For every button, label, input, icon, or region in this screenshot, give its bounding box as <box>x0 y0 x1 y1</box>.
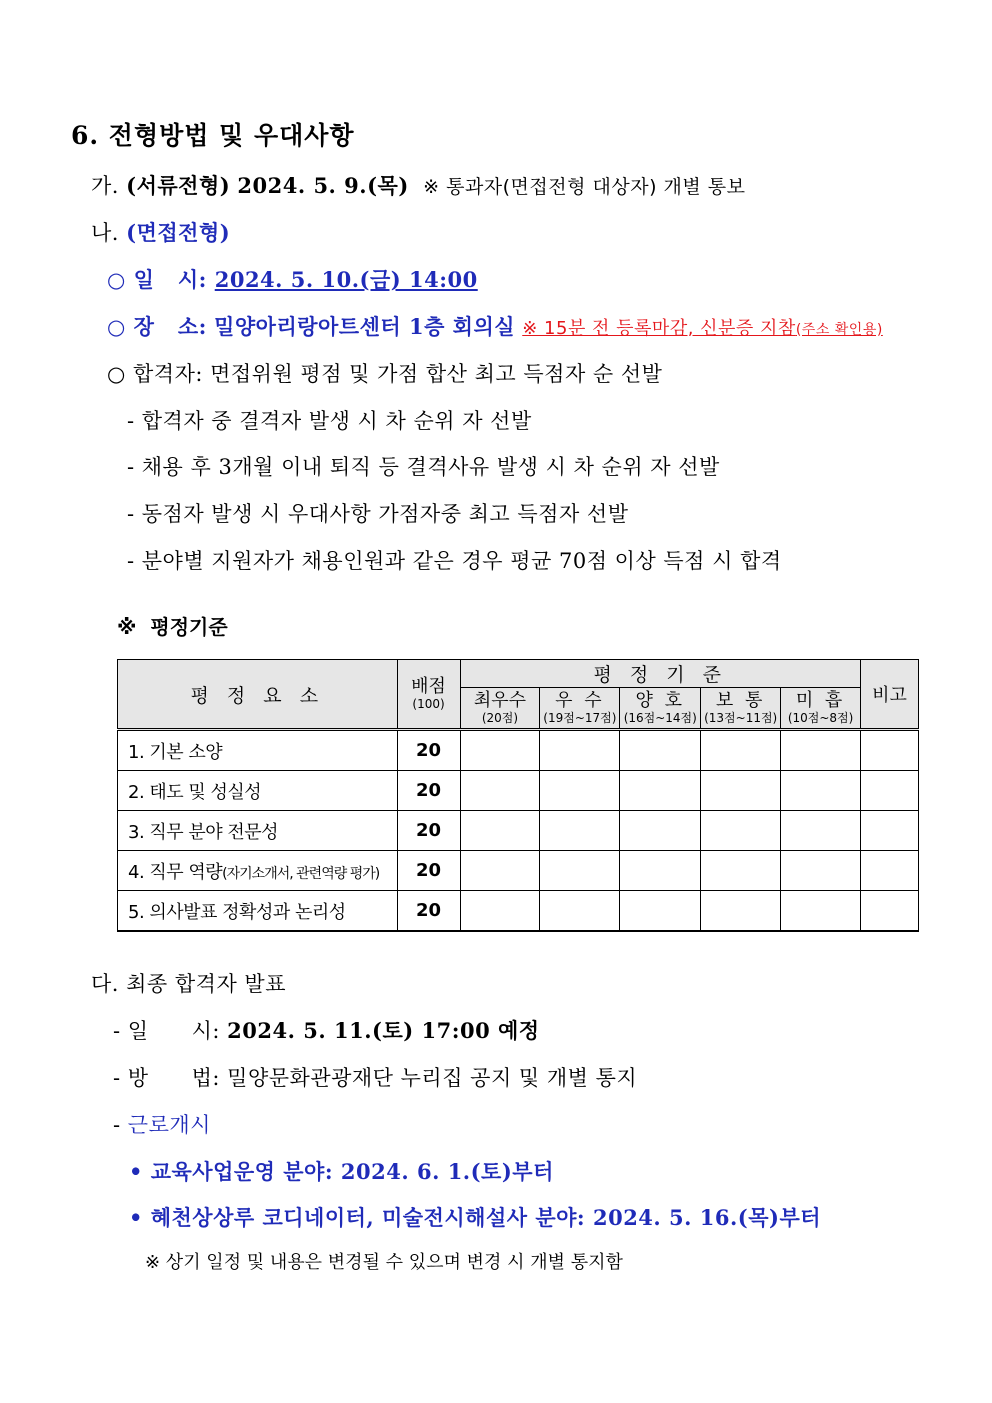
da-footnote: ※ 상기 일정 및 내용은 변경될 수 있으며 변경 시 개별 통지함 <box>145 1252 623 1273</box>
da-work-item-1: • 교육사업운영 분야: 2024. 6. 1.(토)부터 <box>129 1159 554 1184</box>
level-name: 미 흡 <box>795 690 846 711</box>
row-cell <box>781 730 861 771</box>
section-title: 6. 전형방법 및 우대사항 <box>71 121 355 150</box>
row-cell <box>460 891 540 932</box>
level-name: 최우수 <box>473 690 527 711</box>
na-place-label: ○ 장 소: <box>107 314 207 339</box>
row-cell <box>540 891 620 932</box>
da-work-item-2: • 혜천상상루 코디네이터, 미술전시해설사 분야: 2024. 5. 16.(목)부터 <box>129 1205 822 1230</box>
row-cell <box>620 811 701 851</box>
row-cell <box>620 891 701 932</box>
header-item: 평 정 요 소 <box>118 660 398 730</box>
na-date-line <box>107 264 478 294</box>
da-date-label: - 일 시: <box>113 1019 220 1043</box>
row-score: 20 <box>397 811 460 851</box>
header-level-5 <box>781 688 861 730</box>
header-level-1 <box>460 688 540 730</box>
na-place-note-main: ※ 15분 전 등록마감, 신분증 지참 <box>522 318 796 339</box>
da-method-value: 밀양문화관광재단 누리집 공지 및 개별 통지 <box>227 1066 638 1090</box>
table-row <box>118 730 919 771</box>
level-name: 양 호 <box>635 690 686 711</box>
criteria-table <box>117 659 919 932</box>
row-item-text: 3. 직무 분야 전문성 <box>128 821 279 843</box>
row-item <box>118 851 398 891</box>
row-remark <box>861 811 919 851</box>
row-cell <box>460 851 540 891</box>
level-name: 우 수 <box>555 690 605 711</box>
row-cell <box>701 730 781 771</box>
row-item <box>118 730 398 771</box>
na-date-value: 2024. 5. 10.(금) 14:00 <box>214 267 478 292</box>
row-item <box>118 891 398 932</box>
da-title: 다. 최종 합격자 발표 <box>91 972 286 996</box>
row-cell <box>701 811 781 851</box>
level-range: (20점) <box>481 711 519 725</box>
ga-line <box>91 170 746 200</box>
row-cell <box>701 771 781 811</box>
header-level-3 <box>620 688 701 730</box>
row-score: 20 <box>397 771 460 811</box>
level-range: (13점~11점) <box>704 711 778 725</box>
row-cell <box>540 771 620 811</box>
row-remark <box>861 891 919 932</box>
row-cell <box>781 771 861 811</box>
table-row <box>118 891 919 932</box>
na-line <box>91 217 230 247</box>
row-cell <box>701 891 781 932</box>
row-remark <box>861 730 919 771</box>
header-level-4 <box>701 688 781 730</box>
row-cell <box>540 811 620 851</box>
ga-date: 2024. 5. 9.(목) <box>237 173 409 198</box>
row-score: 20 <box>397 891 460 932</box>
row-remark <box>861 851 919 891</box>
table-row <box>118 851 919 891</box>
row-item-text: 2. 태도 및 성실성 <box>128 781 262 803</box>
da-method-line <box>113 1062 637 1092</box>
row-item-text: 1. 기본 소양 <box>128 741 223 763</box>
row-cell <box>460 771 540 811</box>
row-cell <box>460 811 540 851</box>
na-date-label: ○ 일 시: <box>107 267 207 292</box>
row-cell <box>620 771 701 811</box>
level-range: (16점~14점) <box>623 711 697 725</box>
row-cell <box>620 730 701 771</box>
na-bullet-4: - 분야별 지원자가 채용인원과 같은 경우 평균 70점 이상 득점 시 합격 <box>127 549 782 573</box>
ga-label: (서류전형) <box>126 173 231 198</box>
na-bullet-1: - 합격자 중 결격자 발생 시 차 순위 자 선발 <box>127 409 532 433</box>
table-row <box>118 771 919 811</box>
row-cell <box>781 811 861 851</box>
table-row <box>118 811 919 851</box>
da-work-label: 근로개시 <box>127 1113 211 1137</box>
da-work-dash: - <box>113 1113 121 1137</box>
header-score-sub: (100) <box>412 697 445 711</box>
na-pass-line: ○ 합격자: 면접위원 평점 및 가점 합산 최고 득점자 순 선발 <box>107 362 663 386</box>
header-score-label: 배점 <box>411 676 446 697</box>
da-date-value: 2024. 5. 11.(토) 17:00 예정 <box>227 1018 540 1043</box>
row-cell <box>781 891 861 932</box>
row-item <box>118 771 398 811</box>
row-remark <box>861 771 919 811</box>
row-item-text: 4. 직무 역량 <box>128 861 223 883</box>
na-bullet-2: - 채용 후 3개월 이내 퇴직 등 결격사유 발생 시 차 순위 자 선발 <box>127 455 720 479</box>
ga-prefix: 가. <box>91 174 119 198</box>
header-level-2 <box>540 688 620 730</box>
row-cell <box>460 730 540 771</box>
da-work-line <box>113 1109 211 1139</box>
level-name: 보 통 <box>715 690 766 711</box>
row-score: 20 <box>397 851 460 891</box>
na-prefix: 나. <box>91 221 119 245</box>
row-item-text: 5. 의사발표 정확성과 논리성 <box>128 901 346 923</box>
level-range: (19점~17점) <box>543 711 617 725</box>
row-cell <box>540 730 620 771</box>
row-item <box>118 811 398 851</box>
row-cell <box>781 851 861 891</box>
ga-note: ※ 통과자(면접전형 대상자) 개별 통보 <box>423 176 746 198</box>
row-cell <box>701 851 781 891</box>
na-place-note-small: (주소 확인용) <box>795 322 883 338</box>
level-range: (10점~8점) <box>787 711 854 725</box>
header-standard: 평 정 기 준 <box>460 660 861 688</box>
header-score <box>397 660 460 730</box>
na-label: (면접전형) <box>126 220 231 245</box>
row-item-small: (자기소개서, 관련역량 평가) <box>222 865 380 882</box>
na-place-value: 밀양아리랑아트센터 1층 회의실 <box>214 314 516 339</box>
da-method-label: - 방 법: <box>113 1066 220 1090</box>
criteria-heading: ※ 평정기준 <box>117 615 228 639</box>
row-cell <box>540 851 620 891</box>
row-score: 20 <box>397 730 460 771</box>
header-remark: 비고 <box>861 660 919 730</box>
na-place-note <box>522 318 883 339</box>
na-bullet-3: - 동점자 발생 시 우대사항 가점자중 최고 득점자 선발 <box>127 502 629 526</box>
na-place-line <box>107 311 883 341</box>
da-date-line <box>113 1015 540 1045</box>
row-cell <box>620 851 701 891</box>
